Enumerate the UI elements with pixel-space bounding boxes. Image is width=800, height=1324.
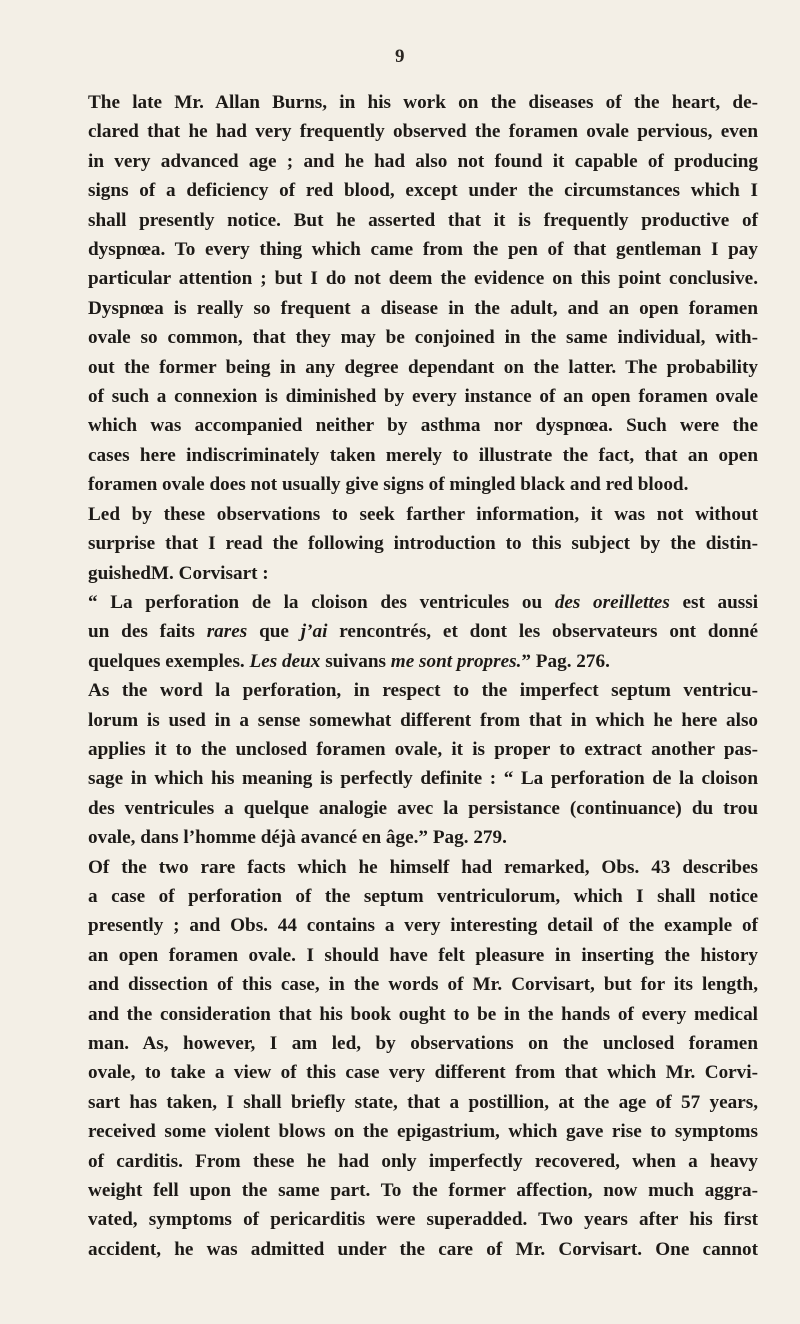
- text-line: of carditis. From these he had only imperfectly recovered, when a heavy: [88, 1150, 758, 1172]
- text-line: sart has taken, I shall briefly state, that a postillion, at the age of 57 years,: [88, 1091, 758, 1113]
- body-text: [52, 88, 758, 1264]
- text-line: particular attention ; but I do not deem the evidence on this point conclusive.: [88, 268, 758, 290]
- text-line: ovale, to take a view of this case very different from that which Mr. Corvi-: [88, 1062, 758, 1084]
- quote-line: [52, 647, 758, 676]
- paragraph-corvisart-intro: [52, 500, 758, 588]
- text-line: a case of perforation of the septum ventriculorum, which I shall notice: [88, 885, 758, 907]
- text-line: Led by these observations to seek farther information, it was not without: [88, 503, 758, 525]
- text-line: lorum is used in a sense somewhat different from that in which he here also: [88, 709, 758, 731]
- quote-line: [52, 588, 758, 617]
- text-line: surprise that I read the following introduction to this subject by the distin-: [88, 533, 758, 555]
- text-line: sage in which his meaning is perfectly definite : “ La perforation de la cloison: [88, 768, 758, 790]
- quote-text: un des faits: [88, 621, 195, 643]
- text-line: vated, symptoms of pericarditis were superadded. Two years after his first: [88, 1209, 758, 1231]
- text-line: accident, he was admitted under the care of Mr. Corvisart. One cannot: [88, 1238, 758, 1260]
- text-line: applies it to the unclosed foramen ovale, it is proper to extract another pas-: [88, 738, 758, 760]
- text-line: clared that he had very frequently observed the foramen ovale pervious, even: [88, 121, 758, 143]
- quote-text: “ La perforation de la cloison des ventricules ou: [88, 591, 543, 613]
- text-line: out the former being in any degree dependant on the latter. The probability: [88, 356, 758, 378]
- paragraph-burns: [52, 88, 758, 500]
- text-line: dyspnœa. To every thing which came from the pen of that gentleman I pay: [88, 239, 758, 261]
- text-line: ovale, dans l’homme déjà avancé en âge.” Pag. 279.: [88, 827, 507, 849]
- text-line: man. As, however, I am led, by observations on the unclosed foramen: [88, 1033, 758, 1054]
- quote-italic: j’ai: [300, 621, 328, 643]
- text-line: an open foramen ovale. I should have felt pleasure in inserting the history: [88, 944, 758, 966]
- paragraph-perforation: [52, 676, 758, 852]
- text-line: weight fell upon the same part. To the former affection, now much aggra-: [88, 1180, 758, 1202]
- text-line: presently ; and Obs. 44 contains a very interesting detail of the example of: [88, 915, 758, 937]
- paragraph-observations: [52, 853, 758, 1265]
- text-line: foramen ovale does not usually give signs of mingled black and red blood.: [88, 474, 689, 496]
- page-number: 9: [395, 46, 405, 67]
- quote-italic: Les deux: [249, 650, 321, 672]
- text-line: ovale so common, that they may be conjoined in the same individual, with-: [88, 327, 758, 349]
- text-line: The late Mr. Allan Burns, in his work on the diseases of the heart, de-: [88, 92, 758, 113]
- text-line: in very advanced age ; and he had also not found it capable of producing: [88, 150, 758, 172]
- text-line: As the word la perforation, in respect to the imperfect septum ventricu-: [88, 680, 758, 702]
- text-line: des ventricules a quelque analogie avec la persistance (continuance) du trou: [88, 797, 758, 819]
- text-line: of such a connexion is diminished by every instance of an open foramen ovale: [88, 386, 758, 408]
- text-line: Dyspnœa is really so frequent a disease in the adult, and an open foramen: [88, 297, 758, 319]
- text-line: shall presently notice. But he asserted that it is frequently productive of: [88, 209, 758, 231]
- text-line: cases here indiscriminately taken merely to illustrate the fact, that an open: [88, 444, 758, 466]
- quote-text: est aussi: [682, 591, 759, 613]
- text-line: which was accompanied neither by asthma nor dyspnœa. Such were the: [88, 415, 758, 437]
- text-line: and the consideration that his book ought to be in the hands of every medical: [88, 1003, 758, 1025]
- quote-line: [52, 617, 758, 646]
- paragraph-french-quote: [52, 588, 758, 676]
- quote-italic: rares: [206, 621, 248, 643]
- text-line: and dissection of this case, in the words of Mr. Corvisart, but for its length,: [88, 974, 758, 996]
- quote-italic: des oreillettes: [554, 591, 670, 613]
- quote-text: ” Pag. 276.: [521, 650, 610, 672]
- quote-text: quelques exemples.: [88, 650, 245, 672]
- text-line: received some violent blows on the epigastrium, which gave rise to symptoms: [88, 1121, 758, 1143]
- text-line: guishedM. Corvisart :: [88, 562, 269, 584]
- quote-text: rencontrés, et dont les observateurs ont donné: [339, 621, 758, 643]
- quote-text: suivans: [325, 650, 386, 672]
- quote-italic: me sont propres.: [390, 650, 522, 672]
- text-line: signs of a deficiency of red blood, except under the circumstances which I: [88, 180, 758, 202]
- text-line: Of the two rare facts which he himself had remarked, Obs. 43 describes: [88, 856, 758, 878]
- quote-text: que: [259, 621, 289, 643]
